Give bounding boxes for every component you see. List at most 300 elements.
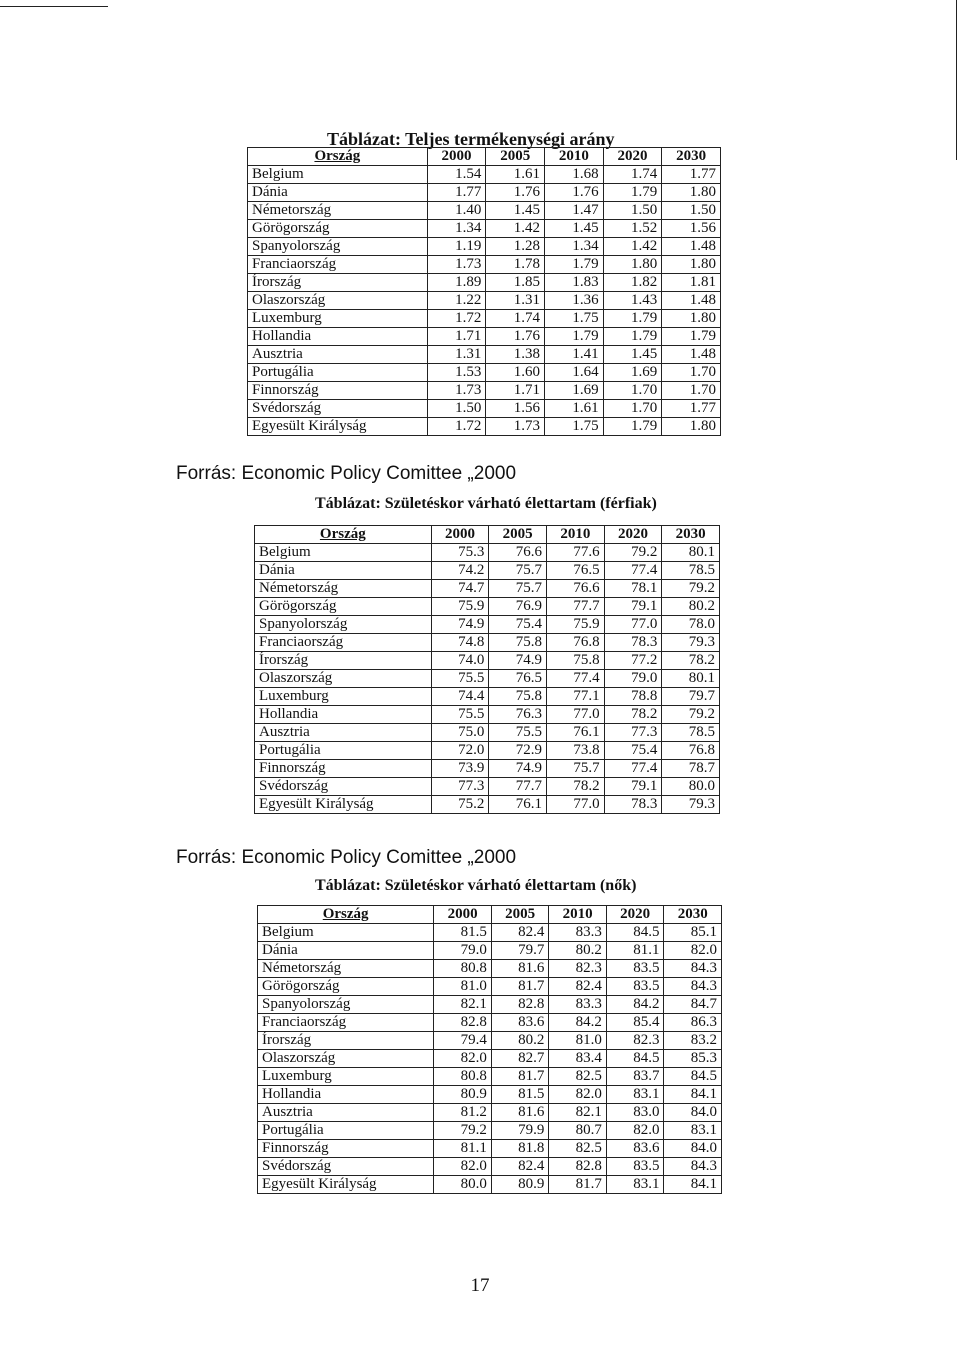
- value-cell: 79.0: [434, 942, 492, 960]
- value-cell: 74.8: [431, 634, 489, 652]
- value-cell: 1.79: [603, 310, 662, 328]
- value-cell: 82.5: [549, 1140, 607, 1158]
- table-row: [248, 364, 721, 382]
- value-cell: 79.7: [491, 942, 549, 960]
- table-row: [248, 184, 721, 202]
- country-cell: Svédország: [255, 778, 432, 796]
- value-cell: 77.3: [431, 778, 489, 796]
- value-cell: 78.1: [604, 580, 662, 598]
- value-cell: 1.56: [486, 400, 545, 418]
- country-cell: Finnország: [258, 1140, 434, 1158]
- country-cell: Luxemburg: [255, 688, 432, 706]
- life-expectancy-men-table: [254, 525, 720, 814]
- value-cell: 73.8: [547, 742, 605, 760]
- value-cell: 76.1: [547, 724, 605, 742]
- country-cell: Hollandia: [255, 706, 432, 724]
- value-cell: 1.70: [662, 382, 721, 400]
- value-cell: 1.34: [545, 238, 604, 256]
- table-row: [258, 1068, 722, 1086]
- value-cell: 1.78: [486, 256, 545, 274]
- value-cell: 82.7: [491, 1050, 549, 1068]
- value-cell: 1.47: [545, 202, 604, 220]
- value-cell: 77.4: [604, 562, 662, 580]
- value-cell: 1.80: [603, 256, 662, 274]
- value-cell: 79.9: [491, 1122, 549, 1140]
- column-header-year: 2005: [491, 906, 549, 924]
- value-cell: 1.31: [427, 346, 486, 364]
- value-cell: 77.7: [547, 598, 605, 616]
- country-cell: Ausztria: [258, 1104, 434, 1122]
- table-row: [255, 670, 720, 688]
- value-cell: 84.3: [664, 960, 722, 978]
- value-cell: 79.2: [662, 706, 720, 724]
- value-cell: 80.9: [434, 1086, 492, 1104]
- table-row: [258, 1086, 722, 1104]
- value-cell: 75.8: [489, 688, 547, 706]
- value-cell: 1.61: [486, 166, 545, 184]
- country-cell: Írország: [255, 652, 432, 670]
- value-cell: 82.8: [491, 996, 549, 1014]
- value-cell: 1.77: [427, 184, 486, 202]
- value-cell: 1.70: [603, 382, 662, 400]
- value-cell: 85.3: [664, 1050, 722, 1068]
- table-row: [258, 942, 722, 960]
- value-cell: 84.5: [606, 1050, 664, 1068]
- country-cell: Görögország: [248, 220, 428, 238]
- value-cell: 75.2: [431, 796, 489, 814]
- scan-edge-line-top: [0, 6, 108, 7]
- value-cell: 1.85: [486, 274, 545, 292]
- value-cell: 74.4: [431, 688, 489, 706]
- country-cell: Portugália: [258, 1122, 434, 1140]
- value-cell: 81.6: [491, 1104, 549, 1122]
- country-cell: Franciaország: [255, 634, 432, 652]
- table-row: [255, 724, 720, 742]
- value-cell: 1.69: [545, 382, 604, 400]
- fertility-table: [247, 147, 721, 436]
- value-cell: 77.6: [547, 544, 605, 562]
- table-row: [255, 616, 720, 634]
- value-cell: 77.0: [604, 616, 662, 634]
- value-cell: 1.79: [662, 328, 721, 346]
- value-cell: 1.42: [603, 238, 662, 256]
- country-cell: Írország: [248, 274, 428, 292]
- value-cell: 74.9: [489, 760, 547, 778]
- value-cell: 82.0: [434, 1050, 492, 1068]
- value-cell: 79.2: [434, 1122, 492, 1140]
- value-cell: 83.1: [664, 1122, 722, 1140]
- country-cell: Portugália: [255, 742, 432, 760]
- value-cell: 83.5: [606, 960, 664, 978]
- column-header-year: 2030: [662, 148, 721, 166]
- value-cell: 79.2: [604, 544, 662, 562]
- country-cell: Olaszország: [248, 292, 428, 310]
- table-row: [255, 544, 720, 562]
- value-cell: 1.71: [427, 328, 486, 346]
- value-cell: 1.31: [486, 292, 545, 310]
- table-row: [258, 978, 722, 996]
- value-cell: 1.54: [427, 166, 486, 184]
- table-row: [248, 202, 721, 220]
- table-row: [248, 292, 721, 310]
- value-cell: 1.76: [486, 328, 545, 346]
- value-cell: 84.1: [664, 1176, 722, 1194]
- value-cell: 84.5: [664, 1068, 722, 1086]
- country-cell: Görögország: [255, 598, 432, 616]
- table-row: [248, 166, 721, 184]
- value-cell: 1.69: [603, 364, 662, 382]
- column-header-year: 2000: [434, 906, 492, 924]
- value-cell: 1.43: [603, 292, 662, 310]
- country-cell: Egyesült Királyság: [258, 1176, 434, 1194]
- column-header-year: 2020: [606, 906, 664, 924]
- column-header-year: 2030: [662, 526, 720, 544]
- value-cell: 80.2: [662, 598, 720, 616]
- value-cell: 1.68: [545, 166, 604, 184]
- table-row: [255, 634, 720, 652]
- value-cell: 78.8: [604, 688, 662, 706]
- value-cell: 72.0: [431, 742, 489, 760]
- value-cell: 81.7: [549, 1176, 607, 1194]
- value-cell: 1.74: [603, 166, 662, 184]
- value-cell: 80.7: [549, 1122, 607, 1140]
- value-cell: 76.5: [489, 670, 547, 688]
- value-cell: 77.4: [604, 760, 662, 778]
- value-cell: 74.9: [489, 652, 547, 670]
- value-cell: 82.0: [606, 1122, 664, 1140]
- value-cell: 81.2: [434, 1104, 492, 1122]
- value-cell: 82.3: [549, 960, 607, 978]
- value-cell: 1.80: [662, 310, 721, 328]
- value-cell: 83.6: [491, 1014, 549, 1032]
- country-cell: Spanyolország: [258, 996, 434, 1014]
- value-cell: 82.3: [606, 1032, 664, 1050]
- country-cell: Franciaország: [258, 1014, 434, 1032]
- value-cell: 84.3: [664, 978, 722, 996]
- table-row: [248, 346, 721, 364]
- value-cell: 73.9: [431, 760, 489, 778]
- value-cell: 1.45: [603, 346, 662, 364]
- value-cell: 1.50: [427, 400, 486, 418]
- value-cell: 1.48: [662, 346, 721, 364]
- country-cell: Dánia: [248, 184, 428, 202]
- value-cell: 79.4: [434, 1032, 492, 1050]
- table-row: [248, 400, 721, 418]
- value-cell: 84.0: [664, 1104, 722, 1122]
- value-cell: 1.73: [427, 256, 486, 274]
- value-cell: 82.0: [549, 1086, 607, 1104]
- table-row: [255, 742, 720, 760]
- column-header-year: 2010: [549, 906, 607, 924]
- value-cell: 75.8: [547, 652, 605, 670]
- country-cell: Olaszország: [258, 1050, 434, 1068]
- table-row: [255, 580, 720, 598]
- value-cell: 1.83: [545, 274, 604, 292]
- value-cell: 1.79: [545, 328, 604, 346]
- column-header-year: 2010: [547, 526, 605, 544]
- table-row: [255, 562, 720, 580]
- value-cell: 75.7: [489, 562, 547, 580]
- value-cell: 1.42: [486, 220, 545, 238]
- country-cell: Görögország: [258, 978, 434, 996]
- value-cell: 82.1: [549, 1104, 607, 1122]
- column-header-year: 2020: [603, 148, 662, 166]
- value-cell: 1.50: [603, 202, 662, 220]
- country-cell: Hollandia: [258, 1086, 434, 1104]
- column-header-year: 2000: [427, 148, 486, 166]
- country-cell: Spanyolország: [248, 238, 428, 256]
- value-cell: 1.48: [662, 238, 721, 256]
- country-cell: Luxemburg: [248, 310, 428, 328]
- value-cell: 77.0: [547, 796, 605, 814]
- value-cell: 75.7: [489, 580, 547, 598]
- source-note-fertility: Forrás: Economic Policy Comittee „2000: [176, 463, 517, 484]
- country-cell: Egyesült Királyság: [248, 418, 428, 436]
- value-cell: 82.0: [434, 1158, 492, 1176]
- country-cell: Dánia: [258, 942, 434, 960]
- value-cell: 80.9: [491, 1176, 549, 1194]
- value-cell: 1.80: [662, 184, 721, 202]
- value-cell: 83.2: [664, 1032, 722, 1050]
- value-cell: 1.61: [545, 400, 604, 418]
- table-header-row: [255, 526, 720, 544]
- value-cell: 1.40: [427, 202, 486, 220]
- value-cell: 83.1: [606, 1086, 664, 1104]
- table-row: [258, 996, 722, 1014]
- value-cell: 81.0: [434, 978, 492, 996]
- value-cell: 76.5: [547, 562, 605, 580]
- table-row: [248, 220, 721, 238]
- value-cell: 80.0: [662, 778, 720, 796]
- value-cell: 1.79: [603, 184, 662, 202]
- value-cell: 1.28: [486, 238, 545, 256]
- value-cell: 78.3: [604, 796, 662, 814]
- value-cell: 1.41: [545, 346, 604, 364]
- value-cell: 1.19: [427, 238, 486, 256]
- table-row: [258, 1158, 722, 1176]
- value-cell: 81.8: [491, 1140, 549, 1158]
- value-cell: 81.6: [491, 960, 549, 978]
- value-cell: 78.3: [604, 634, 662, 652]
- table-row: [248, 310, 721, 328]
- value-cell: 74.2: [431, 562, 489, 580]
- table-row: [255, 760, 720, 778]
- table-header-row: [258, 906, 722, 924]
- value-cell: 84.2: [549, 1014, 607, 1032]
- table-row: [255, 778, 720, 796]
- country-cell: Ausztria: [248, 346, 428, 364]
- scan-edge-line-right: [956, 0, 957, 160]
- value-cell: 1.77: [662, 166, 721, 184]
- table-row: [258, 1050, 722, 1068]
- value-cell: 75.7: [547, 760, 605, 778]
- table-row: [258, 960, 722, 978]
- value-cell: 1.75: [545, 418, 604, 436]
- value-cell: 77.1: [547, 688, 605, 706]
- country-cell: Németország: [255, 580, 432, 598]
- value-cell: 1.81: [662, 274, 721, 292]
- value-cell: 77.4: [547, 670, 605, 688]
- value-cell: 78.0: [662, 616, 720, 634]
- table-row: [258, 1140, 722, 1158]
- value-cell: 77.7: [489, 778, 547, 796]
- country-cell: Finnország: [248, 382, 428, 400]
- table-row: [255, 598, 720, 616]
- value-cell: 1.34: [427, 220, 486, 238]
- value-cell: 1.79: [603, 328, 662, 346]
- value-cell: 1.77: [662, 400, 721, 418]
- value-cell: 80.8: [434, 960, 492, 978]
- country-cell: Portugália: [248, 364, 428, 382]
- value-cell: 76.9: [489, 598, 547, 616]
- value-cell: 1.74: [486, 310, 545, 328]
- value-cell: 76.6: [489, 544, 547, 562]
- value-cell: 76.8: [547, 634, 605, 652]
- table-header-row: [248, 148, 721, 166]
- value-cell: 81.7: [491, 978, 549, 996]
- value-cell: 1.48: [662, 292, 721, 310]
- value-cell: 81.0: [549, 1032, 607, 1050]
- value-cell: 1.64: [545, 364, 604, 382]
- column-header-year: 2005: [486, 148, 545, 166]
- value-cell: 1.80: [662, 418, 721, 436]
- value-cell: 80.0: [434, 1176, 492, 1194]
- value-cell: 82.4: [491, 1158, 549, 1176]
- value-cell: 72.9: [489, 742, 547, 760]
- value-cell: 79.1: [604, 598, 662, 616]
- value-cell: 80.2: [491, 1032, 549, 1050]
- table-row: [258, 1032, 722, 1050]
- table-row: [258, 1122, 722, 1140]
- value-cell: 75.9: [431, 598, 489, 616]
- source-note-life-expectancy-men: Forrás: Economic Policy Comittee „2000: [176, 847, 517, 868]
- country-cell: Svédország: [258, 1158, 434, 1176]
- table-row: [258, 1104, 722, 1122]
- value-cell: 82.0: [664, 942, 722, 960]
- value-cell: 82.4: [549, 978, 607, 996]
- value-cell: 75.4: [489, 616, 547, 634]
- value-cell: 83.7: [606, 1068, 664, 1086]
- value-cell: 78.5: [662, 724, 720, 742]
- value-cell: 1.79: [603, 418, 662, 436]
- table-title-fertility: Táblázat: Teljes termékenységi arány: [327, 129, 615, 149]
- value-cell: 1.71: [486, 382, 545, 400]
- value-cell: 79.3: [662, 634, 720, 652]
- value-cell: 1.50: [662, 202, 721, 220]
- table-row: [248, 328, 721, 346]
- country-cell: Dánia: [255, 562, 432, 580]
- column-header-year: 2000: [431, 526, 489, 544]
- table-title-life-expectancy-men: Táblázat: Születéskor várható élettartam (férfiak): [315, 495, 657, 512]
- country-cell: Hollandia: [248, 328, 428, 346]
- value-cell: 75.8: [489, 634, 547, 652]
- value-cell: 1.45: [486, 202, 545, 220]
- value-cell: 75.4: [604, 742, 662, 760]
- value-cell: 1.70: [662, 364, 721, 382]
- value-cell: 79.3: [662, 796, 720, 814]
- value-cell: 74.0: [431, 652, 489, 670]
- value-cell: 1.52: [603, 220, 662, 238]
- life-expectancy-women-table: [257, 905, 722, 1194]
- table-row: [248, 238, 721, 256]
- value-cell: 1.60: [486, 364, 545, 382]
- value-cell: 83.3: [549, 996, 607, 1014]
- country-cell: Belgium: [248, 166, 428, 184]
- country-cell: Egyesült Királyság: [255, 796, 432, 814]
- table-row: [255, 796, 720, 814]
- value-cell: 83.3: [549, 924, 607, 942]
- country-cell: Belgium: [255, 544, 432, 562]
- value-cell: 82.1: [434, 996, 492, 1014]
- value-cell: 81.5: [491, 1086, 549, 1104]
- value-cell: 1.75: [545, 310, 604, 328]
- value-cell: 1.72: [427, 418, 486, 436]
- value-cell: 76.1: [489, 796, 547, 814]
- value-cell: 85.4: [606, 1014, 664, 1032]
- column-header-country: Ország: [248, 148, 428, 166]
- value-cell: 76.8: [662, 742, 720, 760]
- table-row: [258, 1176, 722, 1194]
- value-cell: 84.1: [664, 1086, 722, 1104]
- column-header-country: Ország: [258, 906, 434, 924]
- value-cell: 1.79: [545, 256, 604, 274]
- value-cell: 1.36: [545, 292, 604, 310]
- country-cell: Németország: [258, 960, 434, 978]
- value-cell: 75.5: [431, 706, 489, 724]
- value-cell: 81.1: [434, 1140, 492, 1158]
- table-row: [255, 688, 720, 706]
- value-cell: 78.2: [604, 706, 662, 724]
- country-cell: Olaszország: [255, 670, 432, 688]
- value-cell: 83.0: [606, 1104, 664, 1122]
- country-cell: Luxemburg: [258, 1068, 434, 1086]
- value-cell: 1.53: [427, 364, 486, 382]
- country-cell: Ausztria: [255, 724, 432, 742]
- value-cell: 84.2: [606, 996, 664, 1014]
- value-cell: 83.5: [606, 978, 664, 996]
- table-row: [248, 256, 721, 274]
- page-number: 17: [470, 1275, 490, 1296]
- value-cell: 79.1: [604, 778, 662, 796]
- value-cell: 80.2: [549, 942, 607, 960]
- value-cell: 1.73: [427, 382, 486, 400]
- value-cell: 80.1: [662, 544, 720, 562]
- value-cell: 1.76: [545, 184, 604, 202]
- value-cell: 86.3: [664, 1014, 722, 1032]
- table-row: [258, 924, 722, 942]
- table-row: [248, 274, 721, 292]
- value-cell: 82.8: [549, 1158, 607, 1176]
- country-cell: Franciaország: [248, 256, 428, 274]
- column-header-year: 2020: [604, 526, 662, 544]
- value-cell: 78.7: [662, 760, 720, 778]
- value-cell: 79.7: [662, 688, 720, 706]
- table-row: [255, 706, 720, 724]
- value-cell: 78.5: [662, 562, 720, 580]
- value-cell: 1.56: [662, 220, 721, 238]
- value-cell: 74.7: [431, 580, 489, 598]
- value-cell: 1.73: [486, 418, 545, 436]
- value-cell: 85.1: [664, 924, 722, 942]
- value-cell: 82.8: [434, 1014, 492, 1032]
- value-cell: 84.0: [664, 1140, 722, 1158]
- value-cell: 84.3: [664, 1158, 722, 1176]
- country-cell: Írország: [258, 1032, 434, 1050]
- value-cell: 79.0: [604, 670, 662, 688]
- country-cell: Spanyolország: [255, 616, 432, 634]
- table-row: [248, 418, 721, 436]
- value-cell: 80.8: [434, 1068, 492, 1086]
